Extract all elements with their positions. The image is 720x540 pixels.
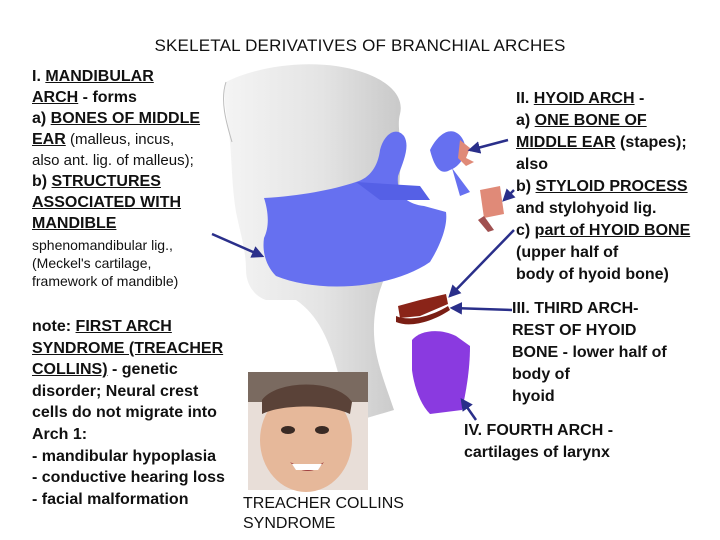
first-arch-item-a-detail-cont: also ant. lig. of malleus); <box>32 152 194 169</box>
hyoid-item-b-detail: and stylohyoid lig. <box>516 200 657 217</box>
hyoid-item-c: part of HYOID BONE <box>534 222 691 239</box>
hyoid-item-a-cont: MIDDLE EAR <box>516 134 616 151</box>
third-arch-title: III. THIRD ARCH- <box>512 300 639 317</box>
arrow-to-hyoid-upper <box>450 230 514 296</box>
fourth-arch-description <box>464 420 714 464</box>
hyoid-arch-description <box>516 88 716 286</box>
hyoid-item-a-marker: a) <box>516 112 535 129</box>
first-arch-description <box>32 66 252 290</box>
first-arch-name-cont: ARCH <box>32 89 79 106</box>
note-symptom-2: - conductive hearing loss <box>32 469 225 487</box>
first-arch-item-b-detail-2: (Meckel's cartilage, <box>32 255 152 271</box>
first-arch-item-b-marker: b) <box>32 173 52 190</box>
third-arch-line-2: REST OF HYOID <box>512 322 637 339</box>
arrow-to-styloid <box>504 190 514 200</box>
first-arch-name: MANDIBULAR <box>45 68 154 85</box>
first-arch-numeral: I. <box>32 68 46 85</box>
hyoid-arch-name: HYOID ARCH <box>533 90 635 107</box>
first-arch-item-a-cont: EAR <box>32 131 66 148</box>
third-arch-description <box>512 298 712 408</box>
third-arch-line-5: hyoid <box>512 388 555 405</box>
first-arch-item-b-cont: ASSOCIATED WITH <box>32 194 182 211</box>
first-arch-item-b: STRUCTURES <box>51 173 161 190</box>
note-syndrome-name: FIRST ARCH <box>75 318 172 335</box>
first-arch-item-b-cont2: MANDIBLE <box>32 215 117 232</box>
hyoid-item-b: STYLOID PROCESS <box>535 178 688 195</box>
photo-caption-line-2: SYNDROME <box>243 515 336 532</box>
photo-caption-line-1: TREACHER COLLINS <box>243 495 404 512</box>
first-arch-forms: - forms <box>78 89 137 106</box>
third-arch-line-4: body of <box>512 366 570 383</box>
hyoid-item-c-marker: c) <box>516 222 535 239</box>
arrow-to-hyoid-lower <box>452 308 512 310</box>
photo-caption <box>243 494 404 534</box>
hyoid-item-c-detail-2: body of hyoid bone) <box>516 266 669 283</box>
hyoid-item-a-detail: (stapes); <box>615 134 687 151</box>
page-title: SKELETAL DERIVATIVES OF BRANCHIAL ARCHES <box>154 36 566 55</box>
third-arch-line-3: BONE - lower half of <box>512 344 667 361</box>
hyoid-arch-numeral: II. <box>516 90 534 107</box>
larynx-cartilages <box>412 331 470 414</box>
styloid-process <box>480 186 504 218</box>
note-syndrome-name-cont: SYNDROME (TREACHER <box>32 339 224 357</box>
note-syndrome-name-cont2: COLLINS) <box>32 361 108 379</box>
hyoid-item-c-detail: (upper half of <box>516 244 619 261</box>
first-arch-item-a: BONES OF MIDDLE <box>50 110 201 127</box>
note-genetic: - genetic <box>107 361 178 379</box>
first-arch-syndrome-note <box>32 316 272 510</box>
note-label: note: <box>32 318 76 335</box>
stylohyoid-ligament <box>478 216 494 232</box>
hyoid-item-a: ONE BONE OF <box>534 112 647 129</box>
first-arch-item-b-detail: sphenomandibular lig., <box>32 237 173 253</box>
first-arch-item-b-detail-3: framework of mandible) <box>32 273 179 289</box>
hyoid-item-b-marker: b) <box>516 178 536 195</box>
ossicle-detail <box>452 168 470 196</box>
first-arch-item-a-marker: a) <box>32 110 51 127</box>
arrow-to-malleus <box>470 140 508 150</box>
fourth-arch-title: IV. FOURTH ARCH - <box>464 422 614 439</box>
fourth-arch-detail: cartilages of larynx <box>464 444 610 461</box>
first-arch-item-a-detail: (malleus, incus, <box>65 131 175 148</box>
hyoid-item-also: also <box>516 156 549 173</box>
note-line-4: disorder; Neural crest <box>32 382 199 400</box>
note-line-6: Arch 1: <box>32 425 88 443</box>
hyoid-arch-dash: - <box>634 90 645 107</box>
note-line-5: cells do not migrate into <box>32 404 217 422</box>
note-symptom-1: - mandibular hypoplasia <box>32 447 217 465</box>
note-symptom-3: - facial malformation <box>32 490 189 508</box>
arrow-to-larynx <box>462 400 476 420</box>
